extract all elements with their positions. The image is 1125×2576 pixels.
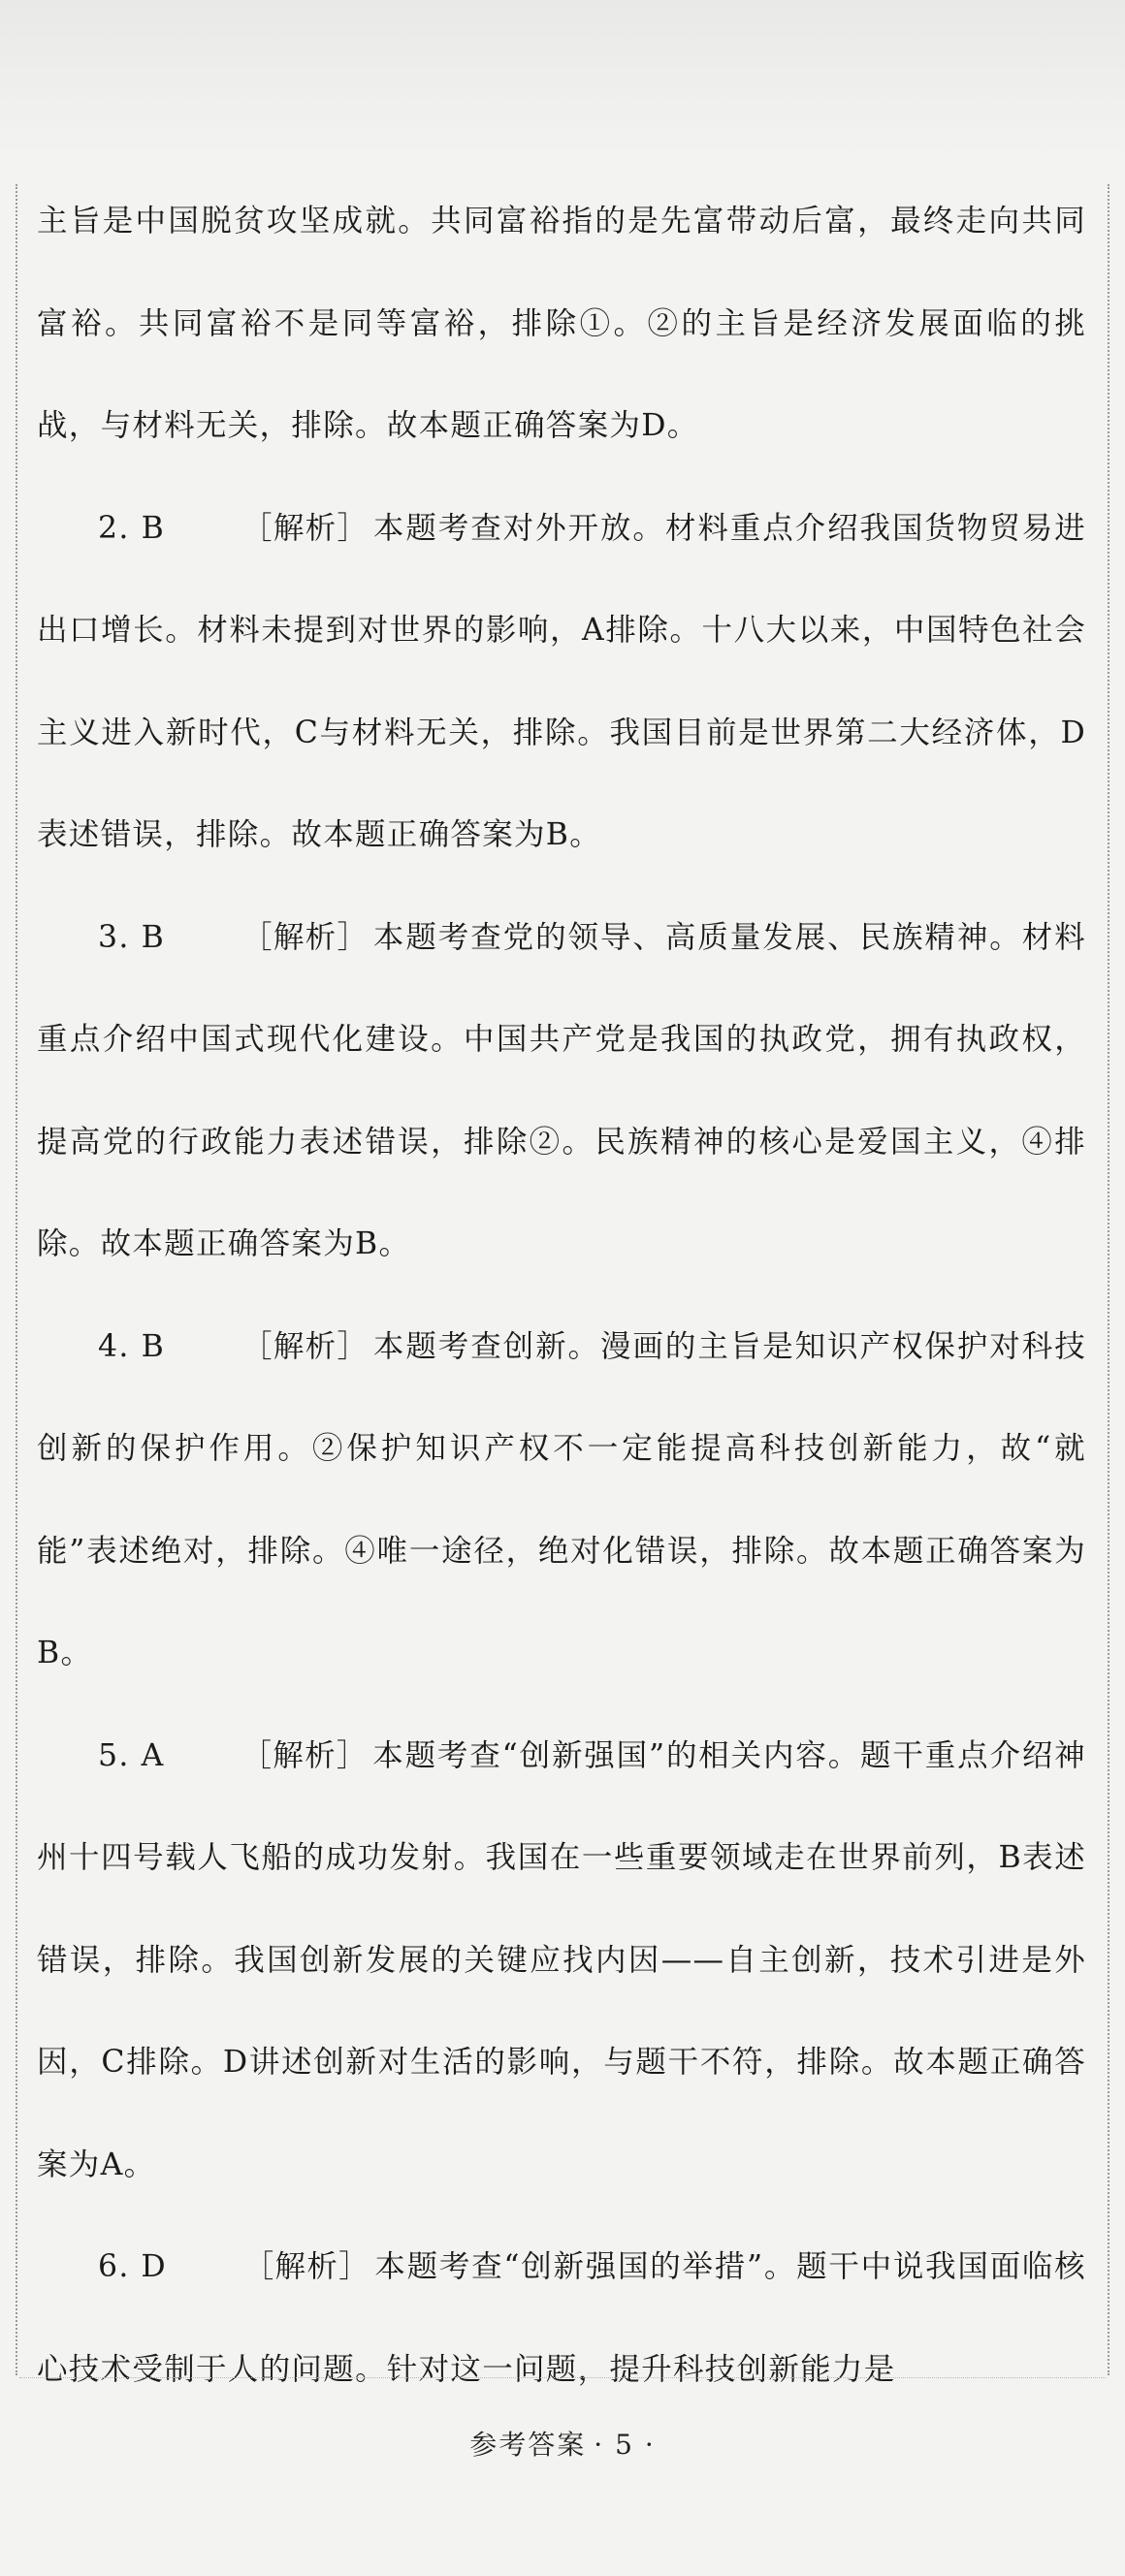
- paragraph-q1-continuation: [37, 171, 1086, 478]
- analysis-tag: ［解析］: [242, 2249, 370, 2284]
- paragraph-text: 主旨是中国脱贫攻坚成就。共同富裕指的是先富带动后富，最终走向共同富裕。共同富裕不是同等富裕，排除①。②的主旨是经济发展面临的挑战，与材料无关，排除。故本题正确答案为D。: [37, 204, 1086, 443]
- question-number: 5.: [98, 1737, 130, 1773]
- analysis-tag: ［解析］: [241, 1737, 369, 1773]
- left-dotted-margin-line: [16, 184, 17, 2375]
- scan-top-shade: [0, 0, 1125, 155]
- page-footer: [0, 2424, 1125, 2463]
- bottom-dotted-rule: [19, 2377, 1106, 2378]
- answer-letter: B: [141, 1328, 166, 1364]
- answer-letter: B: [141, 919, 166, 955]
- paragraph-q3: [37, 887, 1086, 1296]
- paragraph-q5: [37, 1705, 1086, 2217]
- right-dotted-margin-line: [1108, 184, 1109, 2375]
- paragraph-text: 本题考查对外开放。材料重点介绍我国货物贸易进出口增长。材料未提到对世界的影响，A排除。十八大以来，中国特色社会主义进入新时代，C与材料无关，排除。我国目前是世界第二大经济体，D表述错误，排除。故本题正确答案为B。: [37, 510, 1086, 852]
- paragraph-text: 本题考查“创新强国的举措”。题干中说我国面临核心技术受制于人的问题。针对这一问题，提升科技创新能力是: [37, 2249, 1086, 2387]
- answer-letter: D: [141, 2249, 167, 2284]
- paragraph-q4: [37, 1296, 1086, 1705]
- question-number: 2.: [98, 510, 130, 546]
- paragraph-text: 本题考查“创新强国”的相关内容。题干重点介绍神州十四号载人飞船的成功发射。我国在一些重要领域走在世界前列，B表述错误，排除。我国创新发展的关键应找内因——自主创新，技术引进是外因，C排除。D讲述创新对生活的影响，与题干不符，排除。故本题正确答案为A。: [37, 1737, 1086, 2182]
- analysis-tag: ［解析］: [241, 1328, 370, 1364]
- footer-label: 参考答案: [469, 2429, 587, 2461]
- paragraph-q2: [37, 478, 1086, 887]
- answer-letter: A: [141, 1737, 165, 1773]
- question-number: 4.: [98, 1328, 130, 1364]
- paragraph-text: 本题考查创新。漫画的主旨是知识产权保护对科技创新的保护作用。②保护知识产权不一定能提高科技创新能力，故“就能”表述绝对，排除。④唯一途径，绝对化错误，排除。故本题正确答案为B。: [37, 1328, 1086, 1670]
- paragraph-text: 本题考查党的领导、高质量发展、民族精神。材料重点介绍中国式现代化建设。中国共产党是我国的执政党，拥有执政权，提高党的行政能力表述错误，排除②。民族精神的核心是爱国主义，④排除。故本题正确答案为B。: [37, 919, 1086, 1261]
- answer-letter: B: [141, 510, 166, 546]
- question-number: 6.: [98, 2249, 130, 2284]
- answer-text-body: [37, 171, 1086, 2387]
- analysis-tag: ［解析］: [241, 510, 370, 546]
- analysis-tag: ［解析］: [241, 919, 370, 955]
- paragraph-q6: [37, 2216, 1086, 2387]
- question-number: 3.: [98, 919, 130, 955]
- page-number: · 5 ·: [594, 2429, 656, 2461]
